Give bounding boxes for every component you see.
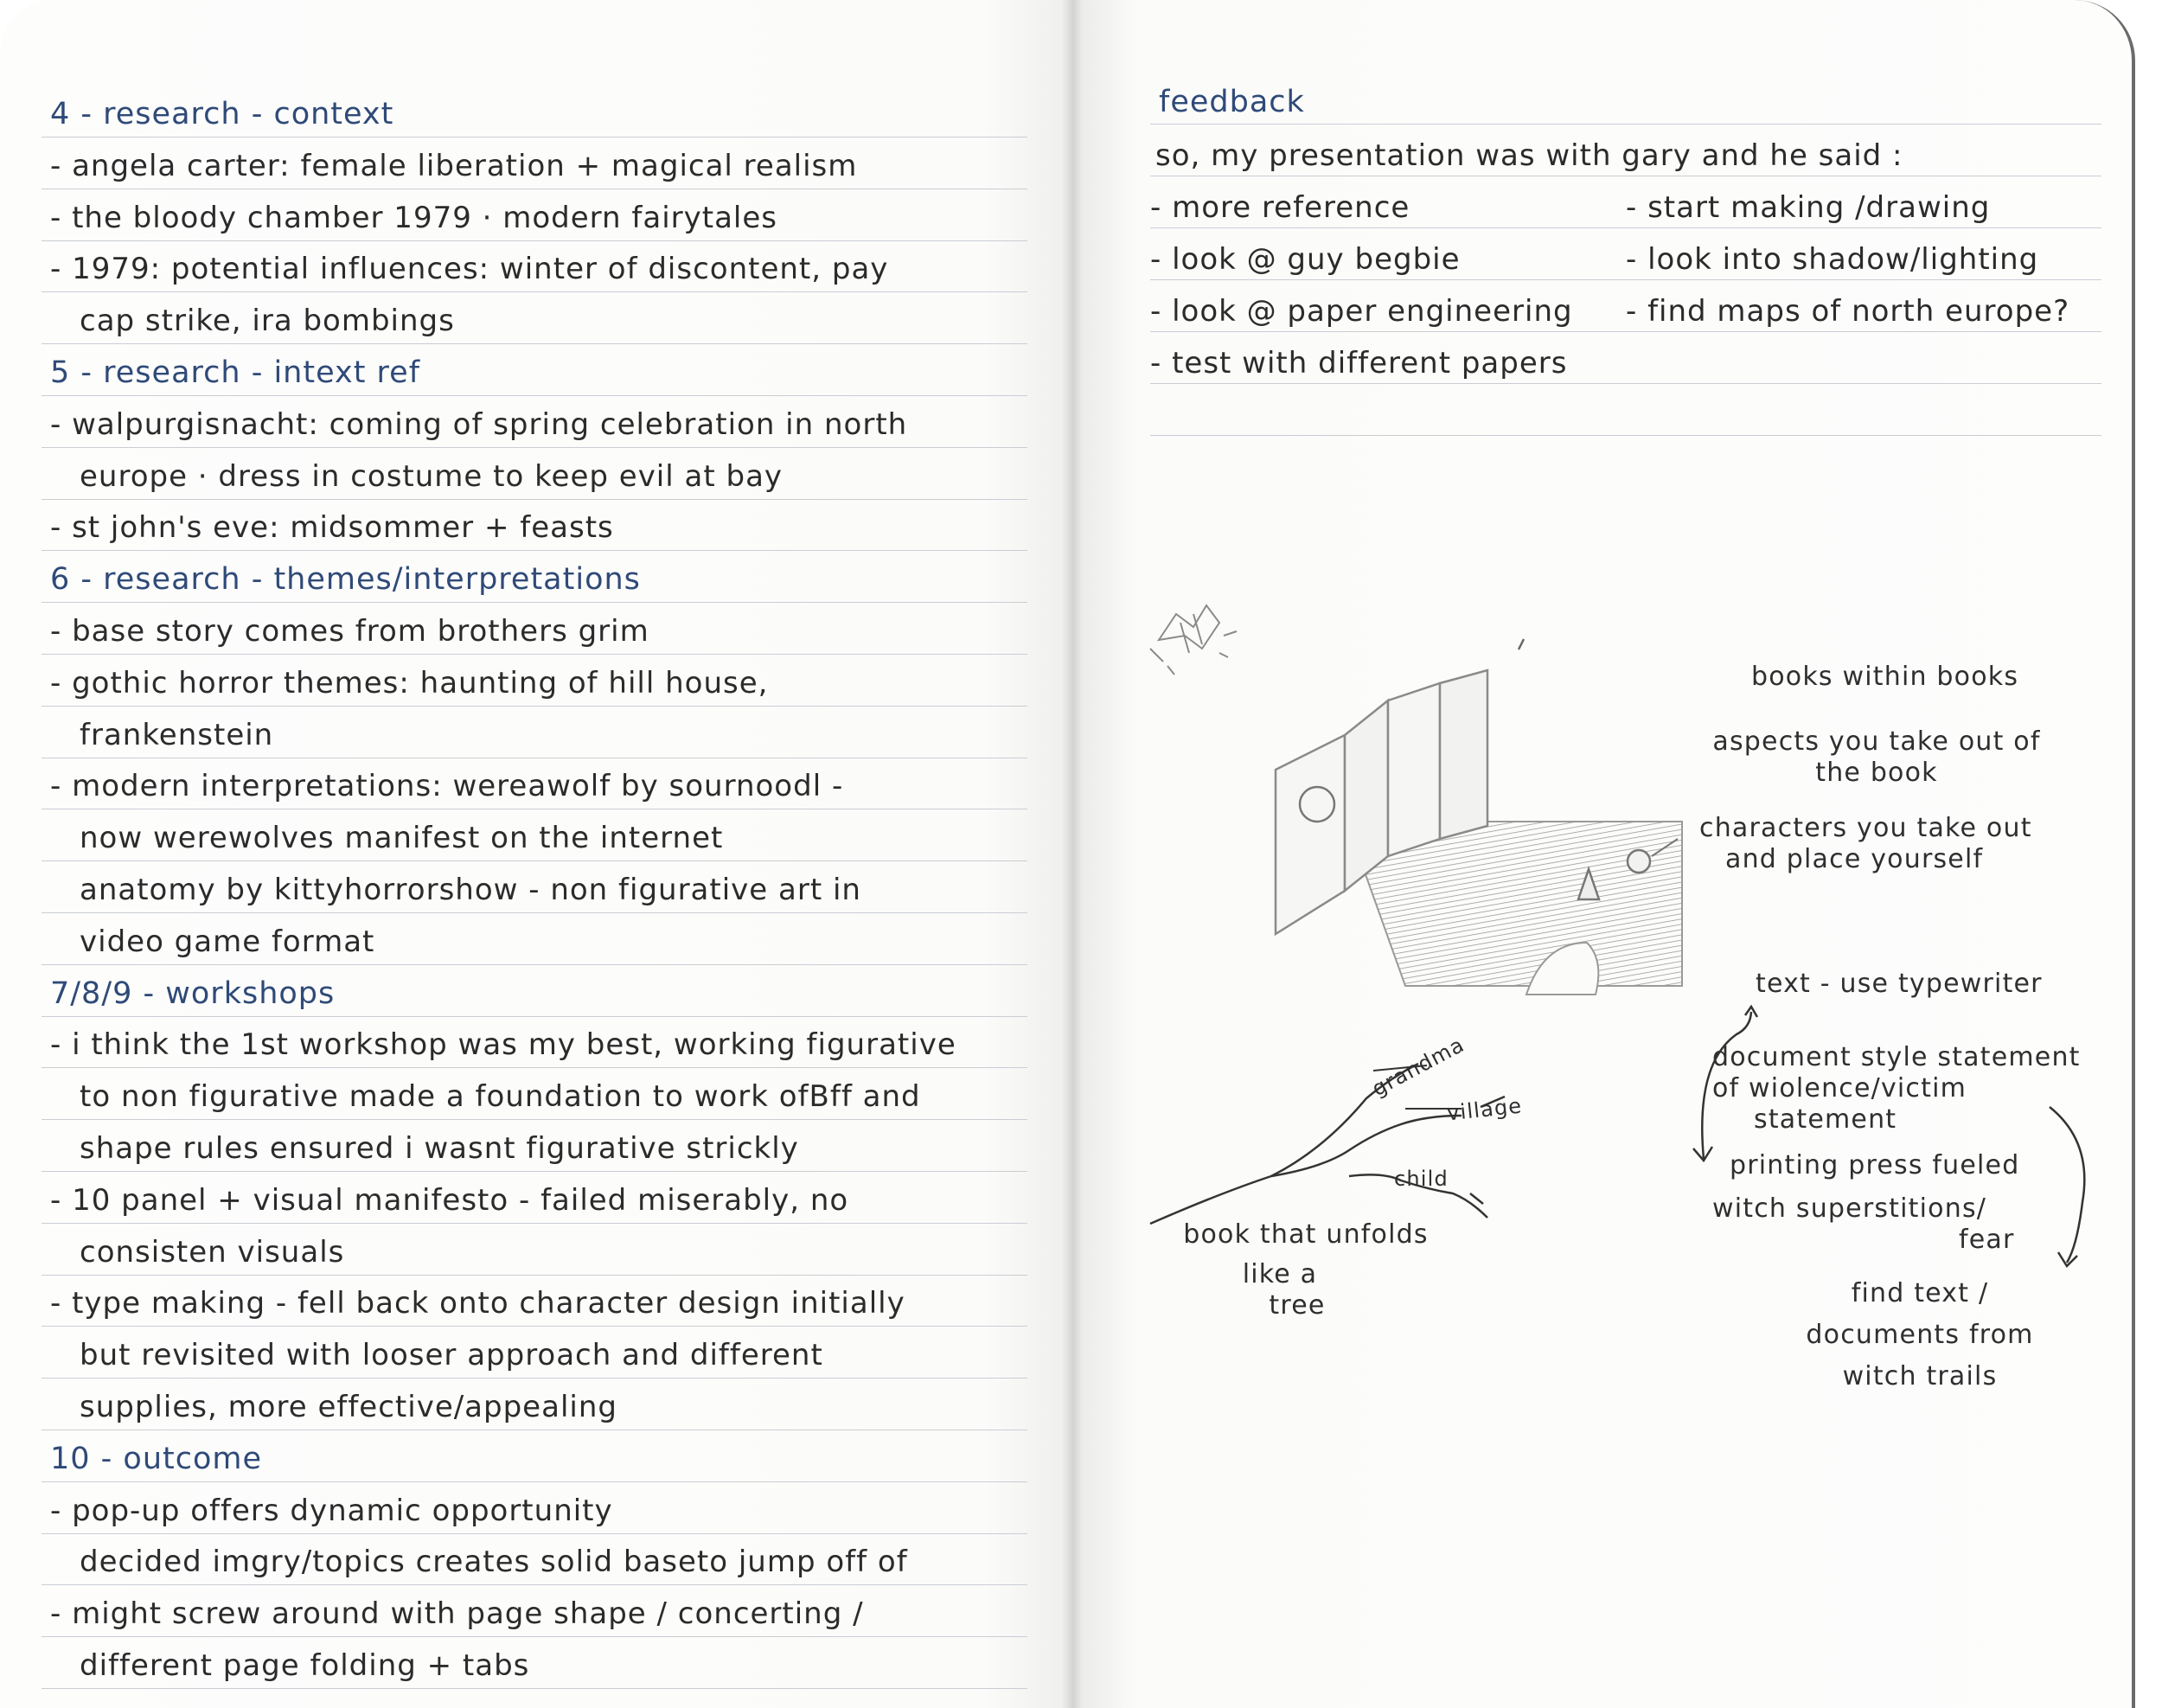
note-document-line2: of wiolence/victim <box>1712 1073 1967 1103</box>
ruled-line <box>42 1223 1027 1224</box>
feedback-item: - start making /drawing <box>1626 190 1991 225</box>
ruled-line <box>42 1119 1027 1120</box>
ruled-line <box>42 1533 1027 1534</box>
feedback-heading: feedback <box>1159 85 1305 119</box>
ruled-line <box>42 291 1027 292</box>
note-line: - walpurgisnacht: coming of spring celebration in north <box>50 406 908 442</box>
note-line: - 10 panel + visual manifesto - failed miserably, no <box>50 1182 849 1218</box>
tree-caption-line3: tree <box>1269 1290 1326 1321</box>
note-find-line1: find text / <box>1851 1278 1989 1308</box>
ruled-line <box>42 1378 1027 1379</box>
ruled-line <box>42 602 1027 603</box>
note-printing-press: printing press fueled <box>1730 1150 2020 1180</box>
note-line: decided imgry/topics creates solid baseto jump off of <box>80 1545 908 1580</box>
ruled-line <box>42 964 1027 965</box>
note-witch <box>1712 1193 2015 1256</box>
ruled-line <box>42 706 1027 707</box>
section-heading: 5 - research - intext ref <box>50 355 421 390</box>
ruled-line <box>42 550 1027 551</box>
note-characters <box>1699 813 2032 875</box>
tree-label-village: village <box>1445 1093 1524 1126</box>
note-line: - the bloody chamber 1979 · modern fairytales <box>50 200 778 235</box>
note-aspects-line2: the book <box>1815 758 1938 788</box>
tree-book-sketch <box>1142 1046 1591 1237</box>
section-heading: 4 - research - context <box>50 97 394 131</box>
note-line: consisten visuals <box>80 1234 345 1270</box>
ruled-line <box>1150 331 2101 332</box>
note-line: anatomy by kittyhorrorshow - non figurative art in <box>80 873 861 907</box>
note-line: but revisited with looser approach and different <box>80 1338 823 1373</box>
note-line: - angela carter: female liberation + magical realism <box>50 148 858 183</box>
note-line: - gothic horror themes: haunting of hill house, <box>50 665 769 700</box>
note-line: to non figurative made a foundation to work ofBff and <box>80 1079 921 1115</box>
note-characters-line2: and place yourself <box>1725 844 1984 874</box>
feedback-item: - look @ guy begbie <box>1150 242 1461 277</box>
note-line: - might screw around with page shape / concerting / <box>50 1596 864 1632</box>
note-line: video game format <box>80 924 375 959</box>
ruled-line <box>42 1275 1027 1276</box>
note-line: different page folding + tabs <box>80 1648 530 1683</box>
paper-doodle <box>1142 588 1245 683</box>
ruled-line <box>42 447 1027 448</box>
note-line: now werewolves manifest on the internet <box>80 821 724 856</box>
ruled-line <box>42 240 1027 241</box>
note-find-line2: documents from <box>1806 1320 2034 1350</box>
ruled-line <box>42 912 1027 913</box>
feedback-item: - more reference <box>1150 190 1410 225</box>
note-books-within-books: books within books <box>1751 662 2019 692</box>
tree-caption-line2: like a <box>1242 1259 1318 1289</box>
right-page <box>1072 0 2135 1708</box>
note-line: - type making - fell back onto character design initially <box>50 1286 905 1321</box>
note-text-typewriter: text - use typewriter <box>1756 969 2043 999</box>
note-line: - i think the 1st workshop was my best, working figurative <box>50 1027 956 1063</box>
ruled-line <box>42 1584 1027 1585</box>
arrow-typewriter-to-document <box>1678 1003 1781 1176</box>
note-line: europe · dress in costume to keep evil at bay <box>80 458 784 494</box>
section-heading: 6 - research - themes/interpretations <box>50 562 641 598</box>
popup-book-sketch <box>1241 649 1691 1012</box>
note-aspects-line1: aspects you take out of <box>1712 726 2041 757</box>
ruled-line <box>42 1016 1027 1017</box>
note-find-line3: witch trails <box>1842 1361 1998 1391</box>
note-line: - st john's eve: midsommer + feasts <box>50 510 614 546</box>
ruled-line <box>1150 279 2101 280</box>
note-find-text <box>1790 1278 2050 1392</box>
ruled-line <box>42 395 1027 396</box>
note-characters-line1: characters you take out <box>1699 813 2032 843</box>
note-aspects <box>1678 726 2076 789</box>
feedback-item: - look @ paper engineering <box>1150 294 1573 329</box>
note-document-line1: document style statement <box>1712 1042 2081 1072</box>
ruled-line <box>1150 227 2101 228</box>
note-line: frankenstein <box>80 717 274 752</box>
ruled-line <box>42 343 1027 344</box>
ruled-line <box>1150 383 2101 384</box>
feedback-item: - look into shadow/lighting <box>1626 242 2039 277</box>
ruled-line <box>42 1326 1027 1327</box>
note-line: - modern interpretations: wereawolf by sournoodl - <box>50 769 844 804</box>
ruled-line <box>42 1171 1027 1172</box>
ruled-line <box>1150 124 2101 125</box>
feedback-intro: so, my presentation was with gary and he said : <box>1155 138 1903 173</box>
ruled-line <box>42 654 1027 655</box>
note-line: - pop-up offers dynamic opportunity <box>50 1493 613 1528</box>
note-witch-line1: witch superstitions/ <box>1712 1193 1987 1224</box>
note-line: shape rules ensured i wasnt figurative strickly <box>80 1131 799 1166</box>
feedback-item: - test with different papers <box>1150 346 1568 381</box>
ruled-line <box>42 860 1027 861</box>
left-page <box>0 0 1073 1708</box>
note-line: - 1979: potential influences: winter of discontent, pay <box>50 252 889 287</box>
ruled-line <box>42 499 1027 500</box>
note-witch-line2: fear <box>1959 1225 2015 1255</box>
tree-caption <box>1142 1219 1470 1321</box>
section-heading: 10 - outcome <box>50 1441 263 1476</box>
note-line: supplies, more effective/appealing <box>80 1390 617 1424</box>
tree-label-grandma: grandma <box>1367 1032 1469 1102</box>
arrow-to-find-text <box>2032 1098 2110 1280</box>
ruled-line <box>1150 435 2101 436</box>
ruled-line <box>42 1636 1027 1637</box>
ruled-line <box>42 1481 1027 1482</box>
ruled-line <box>42 1688 1027 1689</box>
note-line: cap strike, ira bombings <box>80 304 455 339</box>
section-heading: 7/8/9 - workshops <box>50 976 336 1011</box>
note-line: - base story comes from brothers grim <box>50 614 649 649</box>
book-gutter <box>1062 0 1083 1708</box>
tree-caption-line1: book that unfolds <box>1183 1219 1429 1250</box>
note-document-line3: statement <box>1754 1104 1897 1135</box>
feedback-item: - find maps of north europe? <box>1626 294 2070 329</box>
ruled-line <box>42 1067 1027 1068</box>
tree-label-child: child <box>1394 1167 1449 1191</box>
ruled-line <box>42 137 1027 138</box>
